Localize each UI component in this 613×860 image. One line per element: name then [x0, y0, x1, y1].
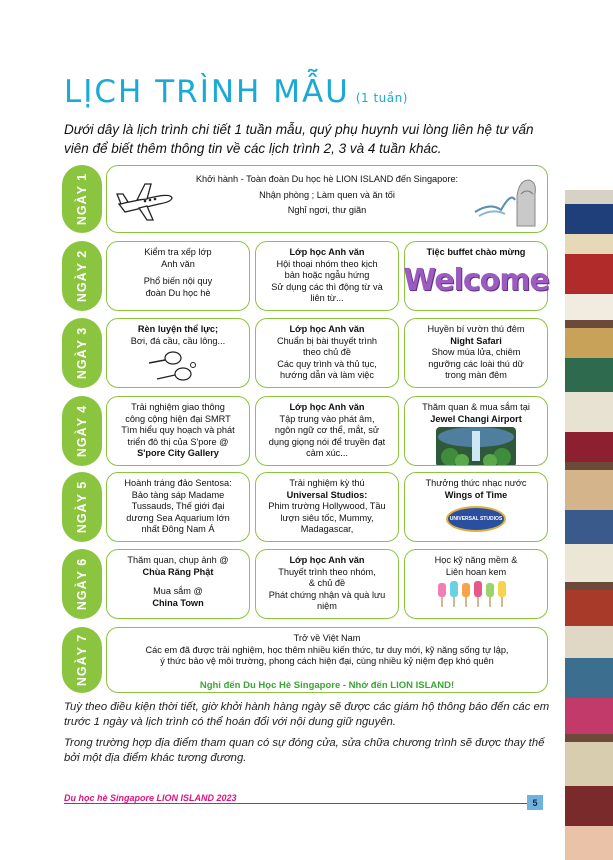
cell-heading: Wings of Time	[444, 489, 508, 500]
day-1-line-3: Nghỉ ngơi, thư giãn	[287, 205, 367, 215]
day-label: NGÀY 2	[62, 241, 102, 311]
cell-spacer	[111, 578, 245, 586]
cell-line: ý thức bảo vệ môi trường, phong cách hiện đại, cùng nhiều kỷ niệm đẹp khó quên	[160, 656, 494, 666]
day-4-cell-2	[255, 396, 399, 466]
cell-line: Tập trung vào phát âm,	[279, 413, 375, 424]
note-1: Tuỳ theo điều kiện thời tiết, giờ khởi hành hàng ngày sẽ được các giám hộ thông báo đến các em trước 1 ngày và lịch trình có thể hoán đổi với nội dung giữ nguyên.	[64, 701, 550, 728]
cell-line: niệm	[317, 601, 337, 611]
cell-heading: Chùa Răng Phật	[142, 566, 214, 577]
cell-line: dương Sea Aquarium lớn	[126, 512, 230, 523]
day-2-cell-3	[404, 241, 548, 311]
day-1-row	[62, 165, 548, 233]
cell-heading: Universal Studios:	[286, 489, 368, 500]
cell-line: Tìm hiểu quy hoạch và phát	[121, 425, 235, 435]
cell-line: Trải nghiệm kỳ thú	[289, 478, 365, 488]
cell-line: Bơi, đá cầu, cầu lông...	[130, 335, 226, 346]
day-4-cell-1	[106, 396, 250, 466]
cell-line: Anh văn	[161, 258, 195, 269]
cell-line: đoàn Du học hè	[145, 287, 211, 298]
cell-line: Hội thoại nhóm theo kịch	[276, 258, 378, 269]
logo-text: UNIVERSAL STUDIOS	[449, 516, 503, 522]
ice-cream-icons	[436, 579, 516, 613]
slogan: Nghỉ đến Du Học Hè Singapore - Nhớ đến LION ISLAND!	[199, 679, 455, 691]
cell-line: liên từ...	[310, 293, 344, 303]
cell-heading: Lớp học Anh văn	[289, 247, 365, 257]
day-1-activity	[106, 165, 548, 233]
day-4-row	[62, 396, 548, 466]
badminton-rackets-icon	[143, 349, 213, 383]
cell-line: bản hoặc ngẫu hứng	[284, 270, 370, 280]
page-title: LỊCH TRÌNH MẪU (1 tuần)	[64, 74, 408, 110]
cell-line: Show múa lửa, chiêm	[431, 347, 521, 357]
cell-line: Madagascar,	[300, 524, 354, 534]
day-7-activity	[106, 627, 548, 693]
day-6-cell-1	[106, 549, 250, 619]
day-label: NGÀY 4	[62, 396, 102, 466]
cell-line: Sử dụng các thì động từ và	[271, 281, 383, 292]
footer-divider	[64, 803, 542, 804]
cell-line: Bảo tàng sáp Madame	[131, 489, 225, 500]
cell-line: theo chủ đề	[302, 347, 352, 357]
cell-line: Thuyết trình theo nhóm,	[278, 566, 376, 577]
day-3-cell-3	[404, 318, 548, 388]
cell-line: ngưỡng các loài thú dữ	[428, 358, 524, 369]
cell-line: Trở về Việt Nam	[293, 633, 361, 643]
cell-line: Liên hoan kem	[445, 566, 507, 577]
day-2-row	[62, 241, 548, 311]
welcome-text: Welcome	[403, 262, 549, 298]
jewel-changi-image	[436, 427, 516, 466]
day-5-row	[62, 472, 548, 542]
welcome-image	[403, 262, 549, 300]
cell-line: Phim trường Hollywood, Tầu	[268, 501, 386, 511]
cell-line: Mua sắm @	[153, 586, 203, 596]
cell-line: Hoành tráng đảo Sentosa:	[124, 478, 232, 488]
day-1-line-1: Khởi hành - Toàn đoàn Du học hè LION ISLAND đến Singapore:	[195, 174, 459, 184]
cell-line: Chuẩn bị bài thuyết trình	[276, 335, 378, 346]
day-label: NGÀY 5	[62, 472, 102, 542]
cell-heading: Tiệc buffet chào mừng	[426, 247, 526, 257]
day-4-cell-3	[404, 396, 548, 466]
cell-heading: Lớp học Anh văn	[289, 555, 365, 565]
day-2-cell-1	[106, 241, 250, 311]
cell-line: Các quy trình và thủ tục,	[277, 358, 377, 369]
cell-line: Thăm quan & mua sắm tại	[422, 402, 530, 412]
day-6-cell-2	[255, 549, 399, 619]
cell-line: Phổ biến nội quy	[143, 276, 213, 286]
cell-line: Tussauds, Thế giới đại	[131, 501, 225, 511]
merlion-image	[471, 172, 541, 228]
cell-line: triển đô thị của S'pore @	[127, 436, 229, 447]
airplane-icon	[115, 180, 175, 222]
day-label: NGÀY 3	[62, 318, 102, 388]
day-3-cell-2	[255, 318, 399, 388]
intro-text: Dưới dây là lịch trình chi tiết 1 tuần mẫu, quý phụ huynh vui lòng liên hệ tư vấn viên để biết thêm thông tin về các lịch trình 2, 3 và 4 tuần khác.	[64, 122, 534, 156]
cell-line: trong màn đêm	[445, 370, 507, 380]
note-2: Trong trường hợp địa điểm tham quan có sự đóng cửa, sửa chữa chương trình sẽ được thay thế bởi một địa điểm khác tương đương.	[64, 737, 545, 764]
day-5-cell-1	[106, 472, 250, 542]
cell-line: Phát chứng nhận và quà lưu	[268, 589, 386, 600]
cell-line: Trải nghiệm giao thông	[131, 402, 225, 412]
page-number: 5	[527, 795, 543, 810]
cell-line: công cộng hiện đại SMRT	[125, 413, 231, 424]
cell-line: dụng giọng nói để truyền đạt	[268, 436, 386, 447]
universal-studios-logo	[446, 506, 506, 532]
day-5-cell-2	[255, 472, 399, 542]
day-label: NGÀY 7	[62, 627, 102, 693]
cell-line: nhất Đông Nam Á	[141, 524, 215, 534]
cell-line: lượn siêu tốc, Mummy,	[280, 512, 374, 523]
cell-heading: Lớp học Anh văn	[289, 402, 365, 412]
notes	[64, 700, 560, 772]
cell-line: Huyền bí vườn thú đêm	[427, 324, 525, 334]
cell-line: cảm xúc...	[306, 448, 348, 458]
cell-line: Thưởng thức nhạc nước	[425, 478, 527, 488]
bookshelf-image	[565, 190, 613, 860]
cell-heading: Lớp học Anh văn	[289, 324, 365, 334]
day-5-cell-3	[404, 472, 548, 542]
day-label: NGÀY 1	[62, 165, 102, 233]
day-6-cell-3	[404, 549, 548, 619]
cell-line: hướng dẫn và làm việc	[280, 370, 374, 380]
cell-line: Học kỹ năng mềm &	[434, 555, 518, 565]
day-2-cell-2	[255, 241, 399, 311]
cell-heading: China Town	[152, 597, 204, 608]
cell-line: Thăm quan, chụp ảnh @	[127, 555, 229, 565]
cell-heading: Jewel Changi Airport	[430, 413, 522, 424]
cell-line: & chủ đề	[308, 578, 346, 588]
day-6-row	[62, 549, 548, 619]
day-3-cell-1	[106, 318, 250, 388]
cell-heading: S'pore City Gallery	[137, 448, 219, 458]
footer-text: Du học hè Singapore LION ISLAND 2023	[64, 793, 241, 803]
day-3-row	[62, 318, 548, 388]
cell-line: Các em đã được trải nghiệm, học thêm nhiều kiến thức, tư duy mới, kỹ năng sống tự lập,	[145, 644, 509, 655]
cell-heading: Rèn luyện thể lực;	[137, 324, 219, 334]
cell-line: ngôn ngữ cơ thể, mắt, sử	[274, 425, 380, 435]
day-7-row	[62, 627, 548, 693]
cell-heading: Night Safari	[450, 335, 502, 346]
cell-line: Kiểm tra xếp lớp	[144, 247, 212, 257]
day-label: NGÀY 6	[62, 549, 102, 619]
day-1-line-2: Nhận phòng ; Làm quen và ăn tối	[259, 189, 395, 200]
